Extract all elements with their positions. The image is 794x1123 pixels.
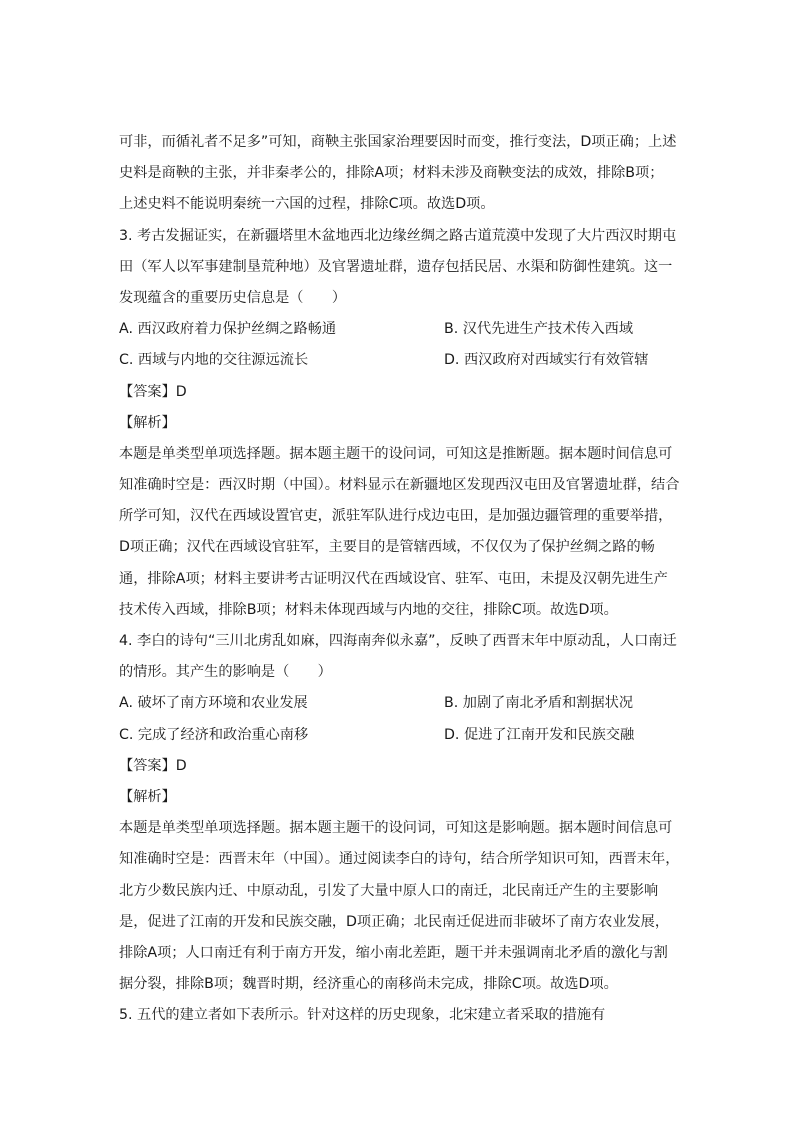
- option-b: B. 汉代先进生产技术传入西域: [444, 321, 634, 338]
- question-3-options-row-2: [119, 345, 679, 376]
- question-4-options-row-2: [119, 720, 679, 751]
- question-5-stem: 5. 五代的建立者如下表所示。针对这样的历史现象，北宋建立者采取的措施有: [119, 1007, 606, 1024]
- option-d: D. 促进了江南开发和民族交融: [444, 726, 635, 743]
- question-3-options-row-1: [119, 314, 679, 345]
- option-b: B. 加剧了南北矛盾和割据状况: [444, 695, 634, 712]
- analysis-line: D项正确；汉代在西域设官驻军，主要目的是管辖西域，不仅仅为了保护丝绸之路的畅: [119, 539, 655, 556]
- option-c: C. 完成了经济和政治重心南移: [119, 726, 309, 743]
- answer-label: 【答案】D: [119, 757, 187, 774]
- question-4-options-row-1: [119, 688, 679, 719]
- analysis-label: 【解析】: [119, 788, 176, 805]
- option-a: A. 西汉政府着力保护丝绸之路畅通: [119, 321, 337, 338]
- page-content: [119, 127, 679, 1031]
- analysis-line: 本题是单类型单项选择题。据本题主题干的设问词，可知这是推断题。据本题时间信息可: [119, 445, 673, 462]
- option-a: A. 破坏了南方环境和农业发展: [119, 695, 308, 712]
- answer-label: 【答案】D: [119, 383, 187, 400]
- analysis-line: 据分裂，排除B项；魏晋时期，经济重心的南移尚未完成，排除C项。故选D项。: [119, 976, 618, 993]
- analysis-line: 本题是单类型单项选择题。据本题主题干的设问词，可知这是影响题。据本题时间信息可: [119, 820, 673, 837]
- analysis-line: 技术传入西域，排除B项；材料未体现西域与内地的交往，排除C项。故选D项。: [119, 601, 618, 618]
- option-d: D. 西汉政府对西域实行有效管辖: [444, 352, 649, 369]
- analysis-line: 知准确时空是：西汉时期（中国）。材料显示在新疆地区发现西汉屯田及官署遗址群，结合: [119, 477, 679, 494]
- analysis-line: 是，促进了江南的开发和民族交融，D项正确；北民南迁促进而非破坏了南方农业发展，: [119, 913, 670, 930]
- analysis-line: 通，排除A项；材料主要讲考古证明汉代在西域设官、驻军、屯田，未提及汉朝先进生产: [119, 570, 668, 587]
- analysis-line: 所学可知，汉代在西域设置官吏，派驻军队进行戍边屯田，是加强边疆管理的重要举措，: [119, 508, 673, 525]
- analysis-line: 北方少数民族内迁、中原动乱，引发了大量中原人口的南迁，北民南迁产生的主要影响: [119, 882, 659, 899]
- option-c: C. 西域与内地的交往源远流长: [119, 352, 309, 369]
- analysis-line: 知准确时空是：西晋末年（中国）。通过阅读李白的诗句，结合所学知识可知，西晋末年，: [119, 851, 679, 868]
- question-3-stem: 3. 考古发掘证实，在新疆塔里木盆地西北边缘丝绸之路古道荒漠中发现了大片西汉时期屯: [119, 227, 677, 244]
- analysis-label: 【解析】: [119, 414, 176, 431]
- question-3-stem: 发现蕴含的重要历史信息是（ ）: [119, 289, 347, 306]
- text-line: 可非，而循礼者不足多”可知，商鞅主张国家治理要因时而变，推行变法，D项正确；上述: [119, 134, 677, 150]
- analysis-line: 排除A项；人口南迁有利于南方开发，缩小南北差距，题干并未强调南北矛盾的激化与割: [119, 944, 668, 961]
- text-line: 史料是商鞅的主张，并非秦孝公的，排除A项；材料未涉及商鞅变法的成效，排除B项；: [119, 165, 664, 182]
- question-4-stem: 4. 李白的诗句“三川北虏乱如麻，四海南奔似永嘉”，反映了西晋末年中原动乱，人口南迁: [119, 633, 677, 649]
- text-line: 上述史料不能说明秦统一六国的过程，排除C项。故选D项。: [119, 196, 495, 213]
- question-3-stem: 田（军人以军事建制垦荒种地）及官署遗址群，遗存包括民居、水渠和防御性建筑。这一: [119, 258, 673, 275]
- question-4-stem: 的情形。其产生的影响是（ ）: [119, 664, 332, 681]
